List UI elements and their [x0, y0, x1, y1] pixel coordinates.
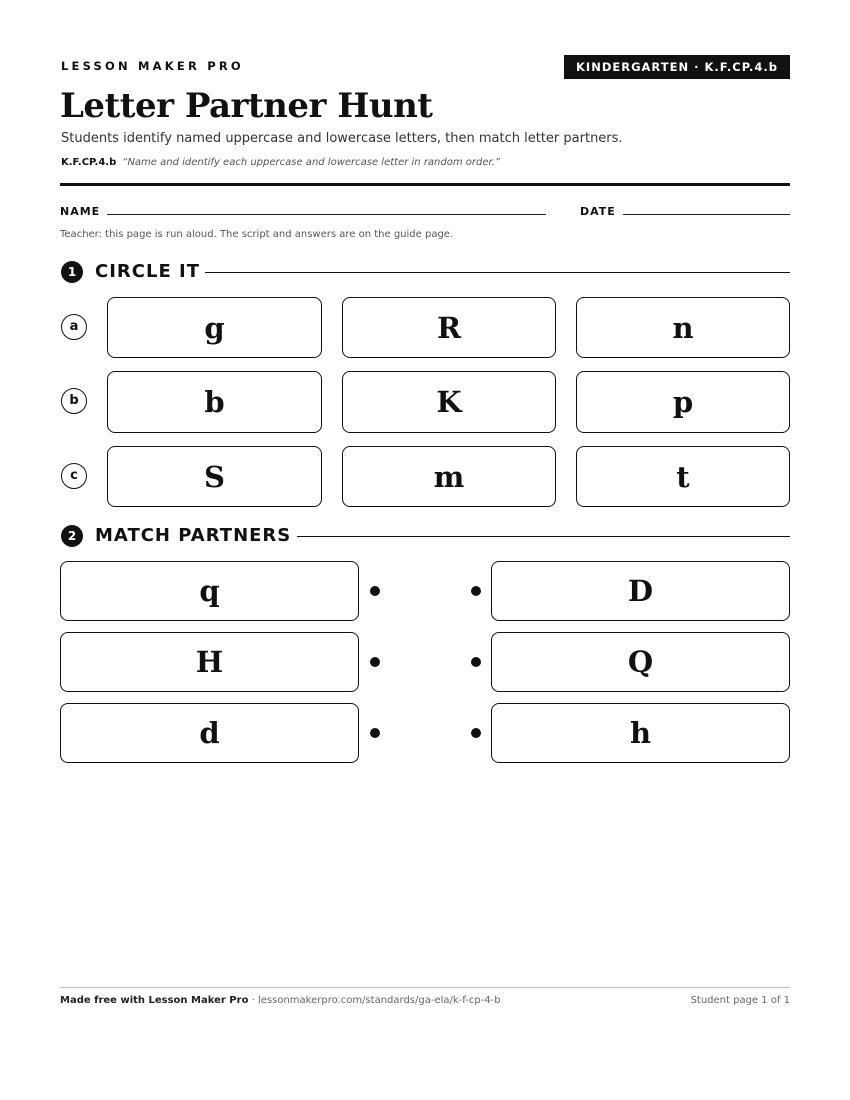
letter-card-a3[interactable]: n	[576, 297, 790, 358]
match-left-card-3[interactable]: d	[60, 703, 359, 763]
row-label-c: c	[61, 463, 87, 489]
letter-card-c1[interactable]: S	[107, 446, 322, 507]
letter-card-b2[interactable]: K	[342, 371, 556, 433]
match-right-card-1[interactable]: D	[491, 561, 790, 621]
section-1-title: CIRCLE IT	[95, 261, 200, 282]
letter-card-b3[interactable]: p	[576, 371, 790, 433]
page-subtitle: Students identify named uppercase and lowercase letters, then match letter partners.	[61, 131, 623, 146]
name-field[interactable]	[107, 214, 546, 215]
footer-made: Made free with Lesson Maker Pro	[60, 995, 249, 1006]
match-left-dot-3[interactable]	[370, 728, 380, 738]
footer-divider	[60, 987, 790, 988]
standard-code: K.F.CP.4.b	[61, 157, 117, 168]
row-label-a: a	[61, 314, 87, 340]
match-left-card-1[interactable]: q	[60, 561, 359, 621]
match-right-card-2[interactable]: Q	[491, 632, 790, 692]
match-right-dot-1[interactable]	[471, 586, 481, 596]
grade-badge: KINDERGARTEN · K.F.CP.4.b	[564, 55, 790, 79]
match-right-dot-2[interactable]	[471, 657, 481, 667]
section-1-divider	[205, 272, 790, 273]
standard-quote: “Name and identify each uppercase and lowercase letter in random order.”	[122, 157, 501, 168]
letter-card-b1[interactable]: b	[107, 371, 322, 433]
footer-url[interactable]: · lessonmakerpro.com/standards/ga-ela/k-f-cp-4-b	[248, 995, 501, 1006]
teacher-note: Teacher: this page is run aloud. The script and answers are on the guide page.	[60, 229, 454, 240]
section-2-divider	[297, 536, 790, 537]
letter-card-c2[interactable]: m	[342, 446, 556, 507]
date-field[interactable]	[623, 214, 790, 215]
letter-card-a1[interactable]: g	[107, 297, 322, 358]
match-right-dot-3[interactable]	[471, 728, 481, 738]
footer-credit	[60, 995, 501, 1006]
section-2-title: MATCH PARTNERS	[95, 525, 292, 546]
date-label: DATE	[580, 205, 616, 218]
match-left-card-2[interactable]: H	[60, 632, 359, 692]
match-left-dot-2[interactable]	[370, 657, 380, 667]
page-title: Letter Partner Hunt	[60, 86, 433, 126]
section-1-number: 1	[61, 261, 83, 283]
section-2-number: 2	[61, 525, 83, 547]
header-divider	[60, 183, 790, 186]
brand-name: LESSON MAKER PRO	[61, 59, 244, 73]
match-right-card-3[interactable]: h	[491, 703, 790, 763]
row-label-b: b	[61, 388, 87, 414]
name-label: NAME	[60, 205, 101, 218]
letter-card-c3[interactable]: t	[576, 446, 790, 507]
standard-line	[61, 157, 500, 168]
footer-page-number: Student page 1 of 1	[690, 995, 790, 1006]
match-left-dot-1[interactable]	[370, 586, 380, 596]
letter-card-a2[interactable]: R	[342, 297, 556, 358]
